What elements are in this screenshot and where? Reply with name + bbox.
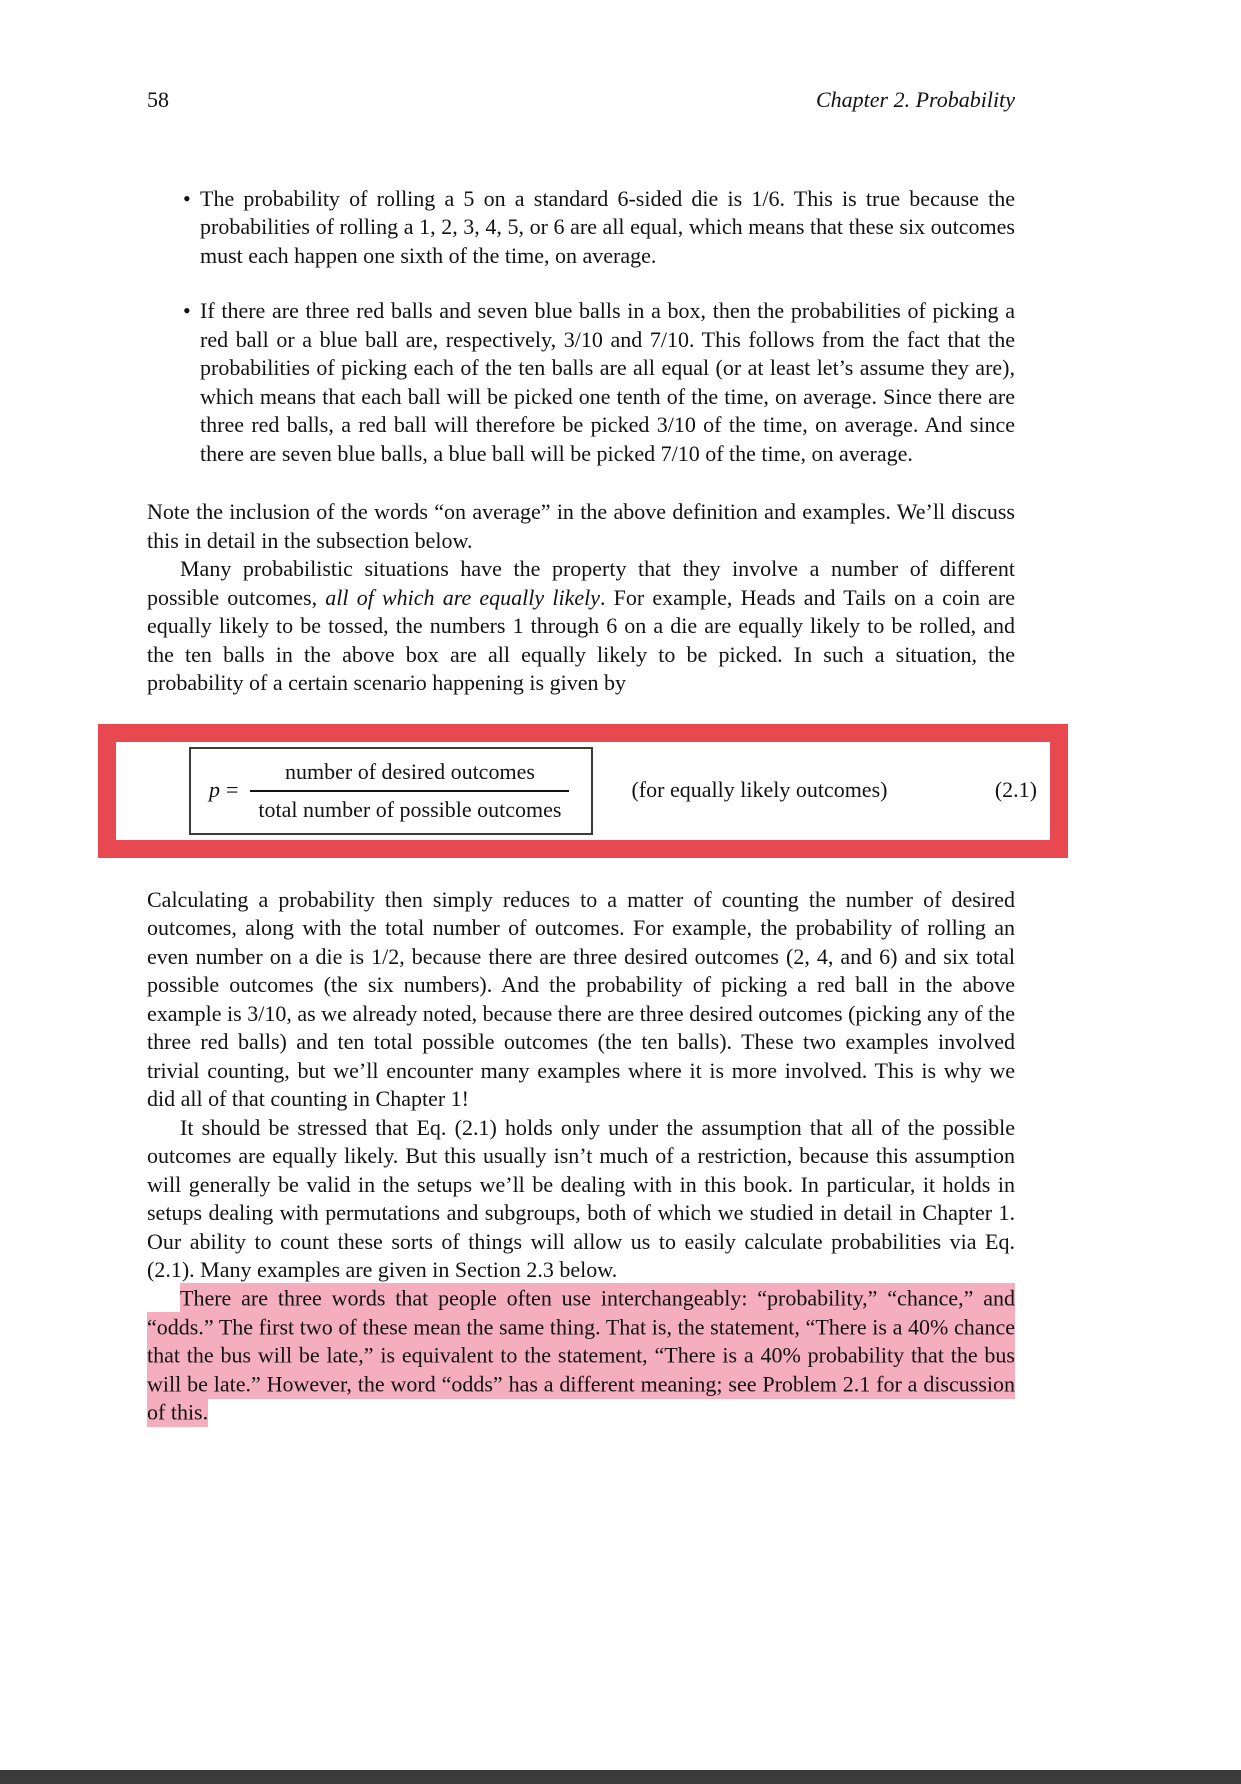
- pink-highlight: There are three words that people often use interchangeably: “probability,” “chance,” and “odds.” The first two of these mean the same thing. That is, the statement, “There is a 40% chance that the bus will be late,” is equivalent to the statement, “There is a 40% probability that the bus will be late.” However, the word “odds” has a different meaning; see Problem 2.1 for a discussion of this.: [147, 1283, 1015, 1427]
- chapter-header: Chapter 2. Probability: [815, 87, 1015, 112]
- bullet-text-die: The probability of rolling a 5 on a standard 6-sided die is 1/6. This is true because the probabilities of rolling a 1, 2, 3, 4, 5, or 6 are all equal, which means that these six outcomes must each happen one sixth of the time, on average.: [200, 185, 1015, 268]
- paragraph-many-italic: all of which are equally likely: [325, 584, 600, 610]
- paragraph-many: [147, 555, 1015, 698]
- book-page: [147, 0, 1037, 1427]
- equation-number: (2.1): [994, 777, 1037, 803]
- paragraph-calculating: Calculating a probability then simply reduces to a matter of counting the number of desired outcomes, along with the total number of outcomes. For example, the probability of rolling an even number on a die is 1/2, because there are three desired outcomes (2, 4, and 6) and six total possible outcomes (the six numbers). And the probability of picking a red ball in the above example is 3/10, as we already noted, because there are three desired outcomes (picking any of the three red balls) and ten total possible outcomes (the ten balls). These two examples involved trivial counting, but we’ll encounter many examples where it is more involved. This is why we did all of that counting in Chapter 1!: [147, 886, 1015, 1111]
- fraction-denominator: total number of possible outcomes: [258, 796, 562, 822]
- equation-row: [116, 742, 1050, 840]
- paragraph-many-post: . For example, Heads and Tails on a coin are equally likely to be tossed, the numbers 1 through 6 on a die are equally likely to be rolled, and the ten balls in the above box are all equally likely to be picked. In such a situation, the probability of a certain scenario happening is given by: [147, 584, 1015, 695]
- fraction-numerator: number of desired outcomes: [250, 759, 569, 792]
- paragraph-many-pre: Many probabilistic situations have the property that they involve a number of different possible outcomes,: [147, 556, 1015, 610]
- paragraph-stressed: It should be stressed that Eq. (2.1) holds only under the assumption that all of the possible outcomes are equally likely. But this usually isn’t much of a restriction, because this assumption will generally be valid in the setups we’ll be dealing with in this book. In particular, it holds in setups dealing with permutations and subgroups, both of which we studied in detail in Chapter 1. Our ability to count these sorts of things will allow us to easily calculate probabilities via Eq. (2.1). Many examples are given in Section 2.3 below.: [147, 1114, 1015, 1282]
- bullet-icon: •: [183, 298, 191, 323]
- running-header: [147, 86, 1015, 115]
- paragraph-highlighted: [147, 1285, 1015, 1428]
- window-bottom-bar: [0, 1770, 1241, 1784]
- bullet-text-balls: If there are three red balls and seven blue balls in a box, then the probabilities of picking a red ball or a blue ball are, respectively, 3/10 and 7/10. This follows from the fact that the probabilities of picking each of the ten balls are all equal (or at least let’s assume they are), which means that each ball will be picked one tenth of the time, on average. Since there are three red balls, a red ball will therefore be picked 3/10 of the time, on average. And since there are seven blue balls, a blue ball will be picked 7/10 of the time, on average.: [200, 298, 1015, 466]
- bullet-list: [147, 185, 1015, 469]
- paragraph-note: Note the inclusion of the words “on average” in the above definition and examples. We’ll discuss this in detail in the subsection below.: [147, 499, 1015, 553]
- red-annotation-frame: [98, 724, 1068, 858]
- bullet-icon: •: [183, 185, 191, 211]
- equation-condition: (for equally likely outcomes): [631, 777, 888, 803]
- equation-box: [189, 747, 593, 835]
- equation-lhs: p: [209, 777, 220, 803]
- equation-fraction: [250, 759, 569, 823]
- page-number: 58: [147, 87, 169, 112]
- equation-equals: =: [226, 777, 239, 803]
- list-item: [147, 185, 1015, 271]
- list-item: [147, 297, 1015, 468]
